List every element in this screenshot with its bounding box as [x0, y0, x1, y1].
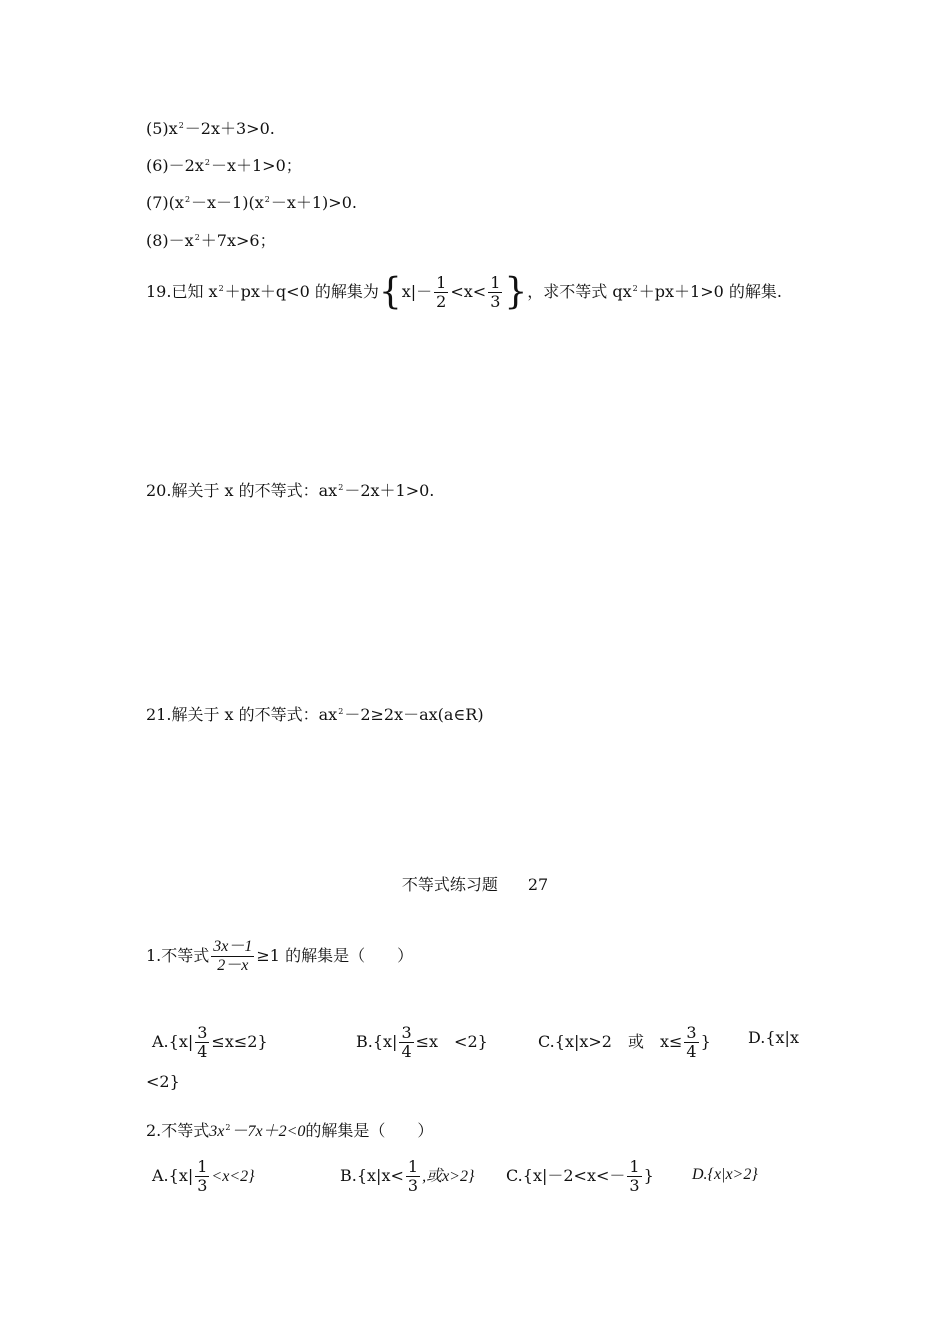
- question-20-text: 20.解关于 x 的不等式：ax: [146, 481, 338, 500]
- question-19-text: 19.已知 x: [146, 282, 218, 301]
- question-2: [146, 1118, 433, 1142]
- question-1-option-d: [748, 1028, 799, 1048]
- fraction-one-third: [195, 1158, 209, 1195]
- option-text: B.{x|: [356, 1032, 398, 1051]
- question-2-text: 2.不等式: [146, 1121, 210, 1140]
- section-number: 27: [527, 875, 549, 894]
- set-builder: x|－: [401, 282, 433, 301]
- option-text-end: <2}: [146, 1072, 180, 1091]
- exponent: 2: [178, 121, 184, 130]
- exponent: 2: [632, 284, 638, 293]
- denominator: 3: [490, 292, 501, 311]
- section-title-text: 不等式练习题: [401, 875, 498, 894]
- numerator: 1: [197, 1157, 208, 1176]
- option-text-end: }: [700, 1032, 711, 1051]
- denominator: 4: [197, 1042, 208, 1061]
- numerator: 1: [436, 273, 447, 292]
- question-20-text-end: －2x＋1>0.: [344, 481, 435, 500]
- question-21-text-end: －2≥2x－ax(a∈R): [344, 705, 484, 724]
- question-1-option-d-wrap: [146, 1072, 180, 1092]
- fraction-three-quarters: [684, 1024, 698, 1061]
- denominator: 2: [436, 292, 447, 311]
- exponent: 2: [225, 1123, 231, 1132]
- option-text: A.{x|: [152, 1032, 194, 1051]
- numerator: 3: [401, 1023, 412, 1042]
- question-1-option-a: [152, 1024, 268, 1061]
- fraction-three-quarters: [195, 1024, 209, 1061]
- numerator: 1: [407, 1157, 419, 1176]
- question-2-option-c: [506, 1158, 654, 1195]
- denominator: 3: [629, 1176, 640, 1195]
- option-text: C.{x|x>2 或 x≤: [538, 1032, 683, 1051]
- question-1-option-b: [356, 1024, 488, 1061]
- option-text-end: }: [643, 1166, 654, 1185]
- exponent: 2: [184, 195, 191, 204]
- numerator: 3: [686, 1023, 697, 1042]
- left-brace: {: [378, 271, 402, 313]
- denominator: 4: [686, 1042, 697, 1061]
- expression-end: －7x＋2<0: [231, 1123, 306, 1140]
- option-text-end: ≤x≤2}: [211, 1032, 268, 1051]
- problem-8: [146, 228, 276, 251]
- exponent: 2: [338, 707, 344, 716]
- fraction-one-third: [627, 1158, 641, 1195]
- denominator: 3: [197, 1176, 208, 1195]
- problem-5-text-end: －2x＋3>0.: [184, 119, 275, 138]
- problem-6: [146, 153, 302, 176]
- set-builder-mid: <x<: [450, 282, 487, 301]
- numerator: 3x－1: [213, 938, 253, 955]
- problem-6-text-end: －x＋1>0；: [210, 156, 302, 175]
- exponent: 2: [204, 158, 210, 167]
- exponent: 2: [218, 284, 224, 293]
- numerator: 3: [197, 1023, 208, 1042]
- problem-5-text: (5)x: [146, 119, 178, 138]
- question-19-text-b: ＋px＋q<0 的解集为: [224, 282, 379, 301]
- exponent: 2: [194, 233, 200, 242]
- question-19: [146, 271, 782, 313]
- question-2-text-end: 的解集是（ ）: [305, 1121, 434, 1140]
- problem-7-text-end: －x＋1)>0.: [270, 193, 357, 212]
- section-title: [0, 872, 950, 895]
- question-1-text: 1.不等式: [146, 946, 210, 965]
- option-text-end: ,或x>2}: [422, 1168, 475, 1185]
- exponent: 2: [338, 483, 344, 492]
- question-2-option-a: [152, 1158, 255, 1195]
- question-19-text-e: ，求不等式 qx: [527, 282, 632, 301]
- question-19-text-f: ＋px＋1>0 的解集.: [638, 282, 782, 301]
- problem-5: [146, 116, 275, 139]
- question-20: [146, 478, 434, 501]
- option-text: D.{x|x>2}: [692, 1166, 758, 1183]
- problem-8-text: (8)－x: [146, 231, 194, 250]
- problem-6-text: (6)－2x: [146, 156, 204, 175]
- problem-7-text: (7)(x: [146, 193, 184, 212]
- question-2-option-d: [692, 1164, 758, 1185]
- question-1-option-c: [538, 1024, 711, 1061]
- question-1-fraction: [211, 938, 254, 975]
- denominator: 3: [407, 1176, 419, 1195]
- option-text: D.{x|x: [748, 1028, 799, 1047]
- option-text: B.{x|x<: [340, 1166, 404, 1185]
- denominator: 4: [401, 1042, 412, 1061]
- question-1: [146, 938, 413, 975]
- question-1-text-end: ≥1 的解集是（ ）: [256, 946, 414, 965]
- problem-8-text-end: ＋7x>6；: [200, 231, 276, 250]
- numerator: 1: [629, 1157, 640, 1176]
- numerator: 1: [490, 273, 501, 292]
- right-brace: }: [504, 271, 528, 313]
- option-text: A.{x|: [152, 1166, 194, 1185]
- option-text-end: <x<2}: [211, 1168, 255, 1185]
- fraction-one-third: [488, 274, 502, 311]
- exponent: 2: [264, 195, 270, 204]
- fraction-one-third: [406, 1158, 420, 1195]
- option-text: C.{x|－2<x<－: [506, 1166, 626, 1185]
- problem-7-text-mid: －x－1)(x: [191, 193, 264, 212]
- expression: 3x: [209, 1123, 225, 1140]
- fraction-one-half: [434, 274, 448, 311]
- denominator: 2－x: [217, 957, 249, 974]
- problem-7: [146, 190, 357, 213]
- option-text-end: ≤x <2}: [415, 1032, 488, 1051]
- question-2-option-b: [340, 1158, 474, 1195]
- question-21: [146, 702, 484, 725]
- fraction-three-quarters: [399, 1024, 413, 1061]
- question-21-text: 21.解关于 x 的不等式：ax: [146, 705, 338, 724]
